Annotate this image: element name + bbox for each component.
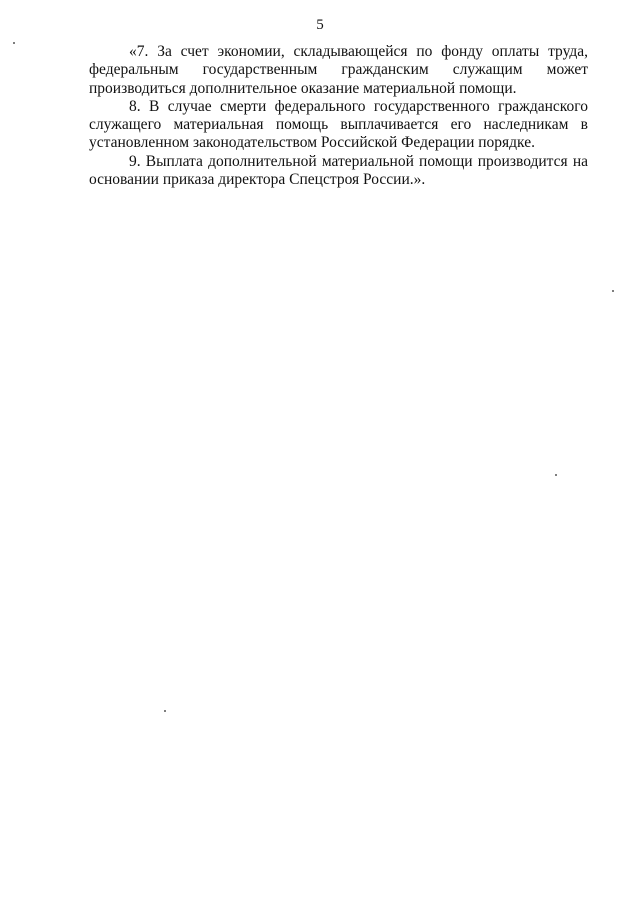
scan-speck <box>555 474 557 476</box>
scan-speck <box>13 42 15 44</box>
paragraph-8: 8. В случае смерти федерального государственного гражданского служащего материальная помощь выплачивается его наследникам в установленном законодательством Российской Федерации порядке. <box>89 97 588 152</box>
page-number: 5 <box>316 17 324 33</box>
scan-speck <box>164 710 166 712</box>
paragraph-9: 9. Выплата дополнительной материальной помощи производится на основании приказа директора Спецстроя России.». <box>89 152 588 189</box>
scan-speck <box>612 290 614 292</box>
paragraph-7: «7. За счет экономии, складывающейся по фонду оплаты труда, федеральным государственным гражданским служащим может производиться дополнительное оказание материальной помощи. <box>89 43 588 97</box>
document-body <box>89 43 588 189</box>
